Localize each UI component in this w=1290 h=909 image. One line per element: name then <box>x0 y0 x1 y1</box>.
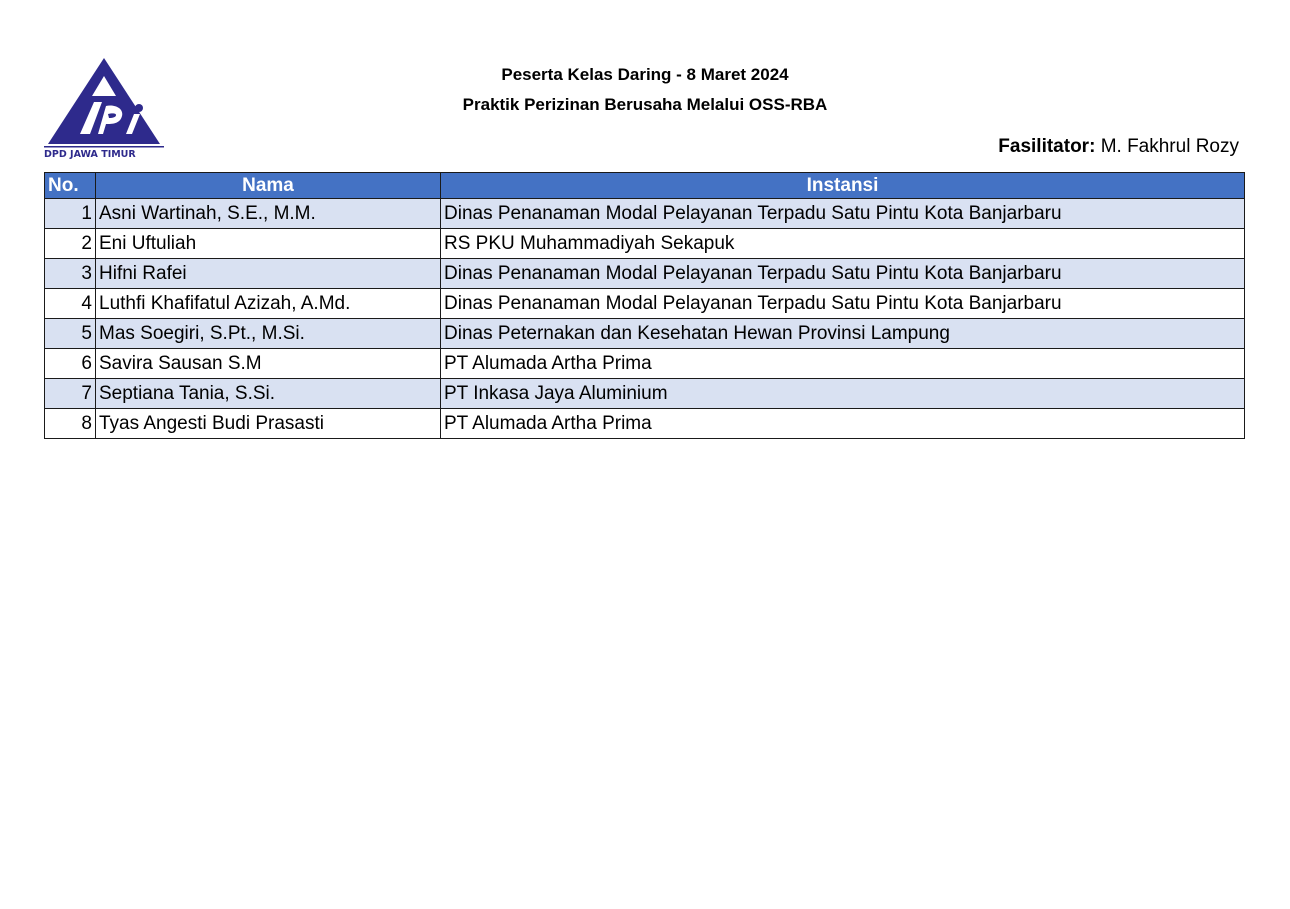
cell-instansi: PT Alumada Artha Prima <box>441 349 1245 379</box>
table-row <box>45 319 1245 349</box>
cell-no: 7 <box>45 379 96 409</box>
cell-no: 2 <box>45 229 96 259</box>
table-row <box>45 289 1245 319</box>
cell-no: 6 <box>45 349 96 379</box>
cell-instansi: Dinas Penanaman Modal Pelayanan Terpadu Satu Pintu Kota Banjarbaru <box>441 289 1245 319</box>
cell-nama: Asni Wartinah, S.E., M.M. <box>96 199 441 229</box>
column-header-no: No. <box>45 173 96 199</box>
table-row <box>45 199 1245 229</box>
cell-instansi: PT Alumada Artha Prima <box>441 409 1245 439</box>
cell-no: 8 <box>45 409 96 439</box>
table-header-row <box>45 173 1245 199</box>
facilitator-info <box>998 135 1239 159</box>
cell-no: 4 <box>45 289 96 319</box>
facilitator-name: M. Fakhrul Rozy <box>1100 136 1239 157</box>
table-row <box>45 259 1245 289</box>
facilitator-label: Fasilitator: <box>998 136 1096 157</box>
svg-text:DPD JAWA TIMUR: DPD JAWA TIMUR <box>44 149 136 160</box>
cell-nama: Mas Soegiri, S.Pt., M.Si. <box>96 319 441 349</box>
cell-no: 5 <box>45 319 96 349</box>
title-line-topic: Praktik Perizinan Berusaha Melalui OSS-RBA <box>462 95 828 114</box>
participants-table <box>44 172 1245 439</box>
document-title <box>0 60 1290 120</box>
table-row <box>45 229 1245 259</box>
table-row <box>45 409 1245 439</box>
cell-instansi: Dinas Penanaman Modal Pelayanan Terpadu Satu Pintu Kota Banjarbaru <box>441 259 1245 289</box>
cell-nama: Eni Uftuliah <box>96 229 441 259</box>
cell-instansi: PT Inkasa Jaya Aluminium <box>441 379 1245 409</box>
cell-nama: Tyas Angesti Budi Prasasti <box>96 409 441 439</box>
table-row <box>45 379 1245 409</box>
cell-instansi: Dinas Peternakan dan Kesehatan Hewan Provinsi Lampung <box>441 319 1245 349</box>
cell-nama: Luthfi Khafifatul Azizah, A.Md. <box>96 289 441 319</box>
cell-nama: Septiana Tania, S.Si. <box>96 379 441 409</box>
column-header-nama: Nama <box>96 173 441 199</box>
cell-instansi: Dinas Penanaman Modal Pelayanan Terpadu Satu Pintu Kota Banjarbaru <box>441 199 1245 229</box>
title-line-event: Peserta Kelas Daring - 8 Maret 2024 <box>501 65 789 84</box>
table-row <box>45 349 1245 379</box>
cell-instansi: RS PKU Muhammadiyah Sekapuk <box>441 229 1245 259</box>
cell-no: 3 <box>45 259 96 289</box>
column-header-instansi: Instansi <box>441 173 1245 199</box>
cell-nama: Hifni Rafei <box>96 259 441 289</box>
cell-no: 1 <box>45 199 96 229</box>
cell-nama: Savira Sausan S.M <box>96 349 441 379</box>
